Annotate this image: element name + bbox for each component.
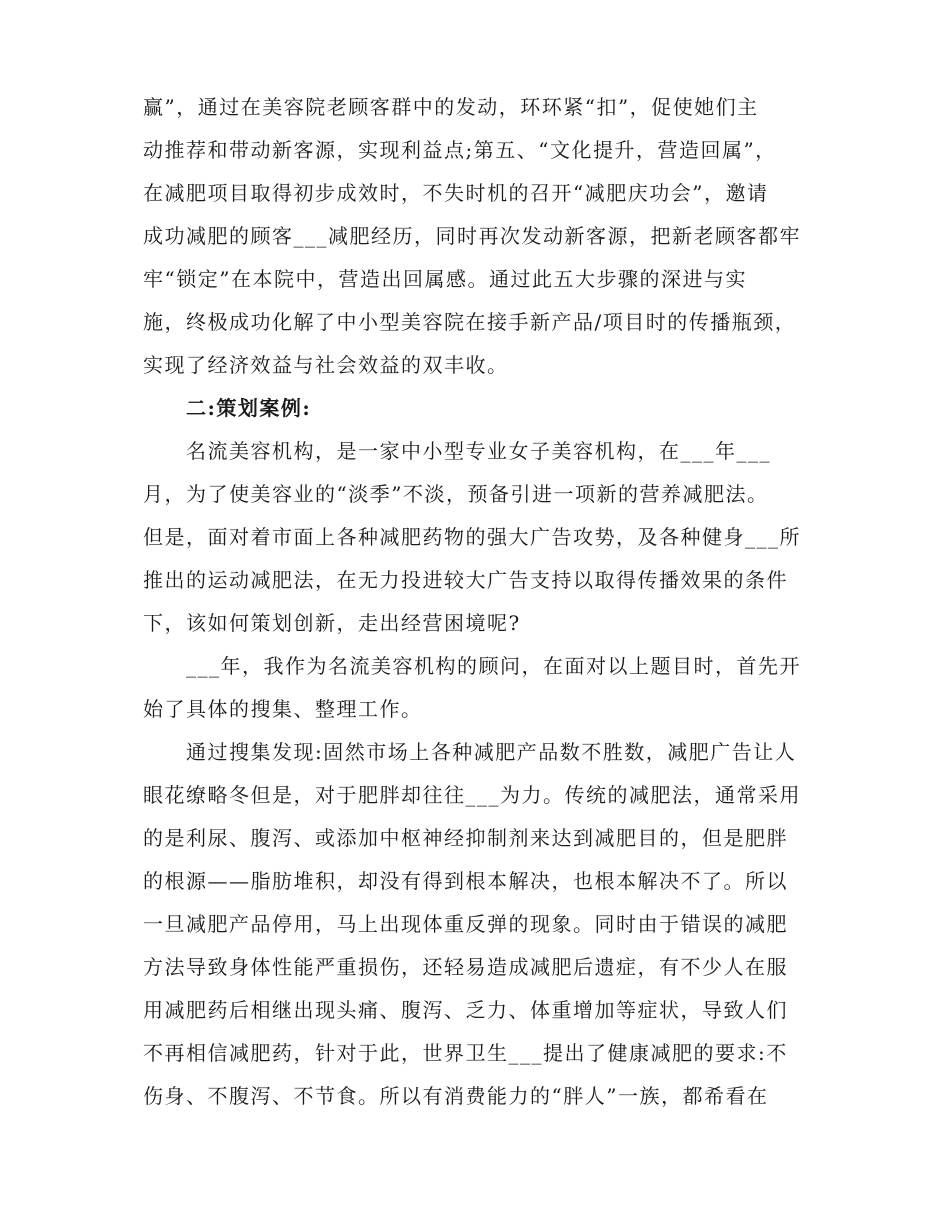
text-line: 月，为了使美容业的“淡季”不淡，预备引进一项新的营养减肥法。 (143, 482, 769, 506)
text-line: 牢“锁定”在本院中，营造出回属感。通过此五大步骤的深进与实 (143, 267, 747, 291)
text-line: 始了具体的搜集、整理工作。 (143, 697, 423, 721)
text-line: 赢”，通过在美容院老顾客群中的发动，环环紧“扣”，促使她们主 (143, 95, 759, 119)
text-line: 推出的运动减肥法，在无力投进较大广告支持以取得传播效果的条件 (143, 568, 788, 592)
text-line: ___年，我作为名流美容机构的顾问，在面对以上题目时，首先开 (186, 654, 801, 678)
text-line: 不再相信减肥药，针对于此，世界卫生___提出了健康减肥的要求:不 (143, 1041, 788, 1065)
text-line: 但是，面对着市面上各种减肥药物的强大广告攻势，及各种健身___所 (143, 525, 801, 549)
text-line: 实现了经济效益与社会效益的双丰收。 (143, 353, 509, 377)
text-line: 名流美容机构，是一家中小型专业女子美容机构，在___年___ (186, 439, 771, 463)
text-line: 施，终极成功化解了中小型美容院在接手新产品/项目时的传播瓶颈， (143, 310, 797, 334)
text-line: 伤身、不腹泻、不节食。所以有消费能力的“胖人”一族，都希看在 (143, 1084, 769, 1108)
text-line: 方法导致身体性能严重损伤，还轻易造成减肥后遗症，有不少人在服 (143, 955, 788, 979)
text-line: 的根源——脂肪堆积，却没有得到根本解决，也根本解决不了。所以 (143, 869, 788, 893)
text-line: 用减肥药后相继出现头痛、腹泻、乏力、体重增加等症状，导致人们 (143, 998, 788, 1022)
text-line: 眼花缭略冬但是，对于肥胖却往往___为力。传统的减肥法，通常采用 (143, 783, 801, 807)
text-line: 在减肥项目取得初步成效时，不失时机的召开“减肥庆功会”，邀请 (143, 181, 769, 205)
text-line: 成功减肥的顾客___减肥经历，同时再次发动新客源，把新老顾客都牢 (143, 224, 801, 248)
text-line: 动推荐和带动新客源，实现利益点;第五、“文化提升，营造回属”， (143, 138, 777, 162)
text-line: 的是利尿、腹泻、或添加中枢神经抑制剂来达到减肥目的，但是肥胖 (143, 826, 788, 850)
text-line: 通过搜集发现:固然市场上各种减肥产品数不胜数，减肥广告让人 (186, 740, 797, 764)
text-line: 一旦减肥产品停用，马上出现体重反弹的现象。同时由于错误的减肥 (143, 912, 788, 936)
text-line: 下，该如何策划创新，走出经营困境呢? (143, 611, 521, 635)
section-heading: 二:策划案例: (186, 396, 312, 420)
